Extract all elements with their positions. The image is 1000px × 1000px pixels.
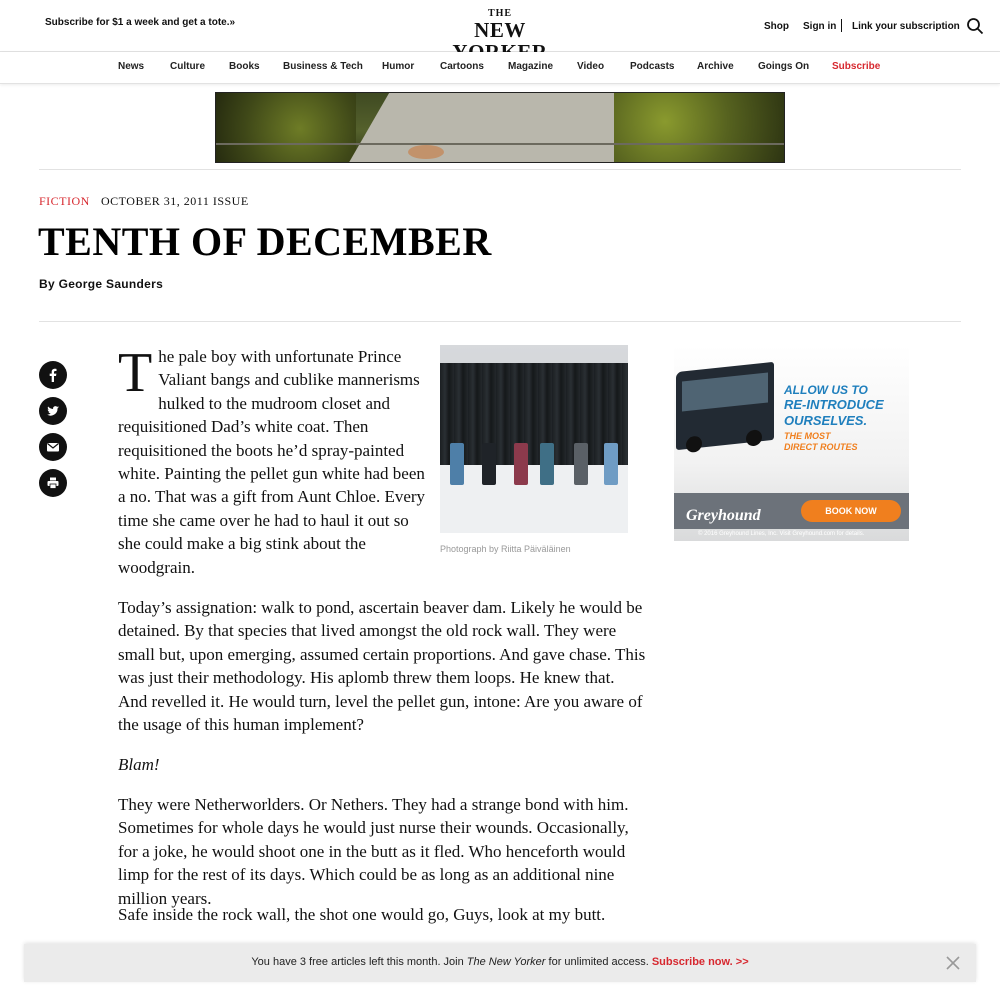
share-email-button[interactable] bbox=[39, 433, 67, 461]
bus-windshield bbox=[682, 372, 768, 411]
banner-foliage-left bbox=[216, 93, 356, 163]
ad-headline-3: OURSELVES. bbox=[784, 413, 868, 428]
email-icon bbox=[46, 440, 60, 454]
twitter-icon bbox=[46, 404, 60, 418]
photo-jeans bbox=[450, 443, 464, 485]
print-icon bbox=[46, 476, 60, 490]
paywall-magazine-name: The New Yorker bbox=[466, 956, 546, 968]
sidebar-ad-greyhound[interactable] bbox=[674, 345, 909, 541]
nav-item-cartoons[interactable]: Cartoons bbox=[440, 61, 484, 72]
subscribe-promo-link[interactable]: Subscribe for $1 a week and get a tote.» bbox=[45, 17, 236, 28]
banner-dog bbox=[408, 145, 444, 159]
close-icon[interactable] bbox=[946, 956, 960, 970]
ad-headline-1: ALLOW US TO bbox=[784, 383, 868, 397]
header-divider bbox=[841, 19, 842, 32]
shop-link[interactable]: Shop bbox=[764, 21, 789, 32]
nav-item-humor[interactable]: Humor bbox=[382, 61, 415, 72]
logo-name: NEW bbox=[474, 18, 526, 42]
article-paragraph bbox=[118, 342, 428, 579]
ad-legal-text: © 2016 Greyhound Lines, Inc. Visit Greyhound.com for details. bbox=[698, 531, 865, 537]
book-now-button[interactable]: BOOK NOW bbox=[801, 500, 901, 522]
photo-jeans bbox=[514, 443, 528, 485]
logo-the: THE bbox=[487, 8, 513, 19]
bus-wheel bbox=[686, 435, 702, 453]
banner-ad[interactable] bbox=[215, 92, 785, 163]
photo-forest bbox=[440, 363, 628, 473]
photo-jeans bbox=[574, 443, 588, 485]
divider bbox=[39, 169, 961, 170]
obscured-text bbox=[300, 982, 600, 1000]
article-title: TENTH OF DECEMBER bbox=[38, 219, 492, 264]
nav-item-subscribe[interactable]: Subscribe bbox=[832, 61, 881, 72]
main-nav bbox=[0, 52, 1000, 84]
nav-item-culture[interactable]: Culture bbox=[170, 61, 205, 72]
paywall-prefix: You have 3 free articles left this month. Join bbox=[251, 956, 467, 968]
banner-railing bbox=[216, 143, 785, 145]
photo-snow bbox=[440, 465, 628, 533]
issue-link[interactable]: OCTOBER 31, 2011 ISSUE bbox=[101, 194, 249, 208]
bus-wheel bbox=[746, 429, 762, 447]
share-twitter-button[interactable] bbox=[39, 397, 67, 425]
paywall-suffix: for unlimited access. bbox=[545, 956, 652, 968]
site-header bbox=[0, 0, 1000, 52]
nav-item-news[interactable]: News bbox=[118, 61, 145, 72]
ad-subline-1: THE MOST bbox=[784, 431, 831, 441]
byline[interactable]: By George Saunders bbox=[39, 277, 164, 291]
ad-subline-2: DIRECT ROUTES bbox=[784, 442, 858, 452]
bus-image bbox=[676, 362, 774, 450]
article-paragraph: Today’s assignation: walk to pond, ascertain beaver dam. Likely he would be detained. By that species that lived amongst the old rock wall. They were small but, upon emerging, assumed certain proportions. And gave chase. This was just their methodology. His aplomb threw them loops. He knew that. And revelled it. He would turn, level the pellet gun, intone: Are you aware of the usage of this human implement? bbox=[118, 598, 646, 735]
nav-item-magazine[interactable]: Magazine bbox=[508, 61, 554, 72]
article-paragraph: Blam! bbox=[118, 755, 160, 774]
paywall-message bbox=[24, 956, 976, 968]
article-paragraph: They were Netherworlders. Or Nethers. They had a strange bond with him. Sometimes for whole days he would just nurse their wounds. Occasionally, for a joke, he would shoot one in the butt as it fled. Who henceforth would limp for the rest of its days. Which could be as long as an additional nine million years. bbox=[118, 795, 629, 908]
paywall-bar bbox=[24, 944, 976, 982]
article-paragraph: Safe inside the rock wall, the shot one would go, Guys, look at my butt. bbox=[118, 905, 606, 924]
photo-jeans bbox=[540, 443, 554, 485]
search-icon[interactable] bbox=[966, 17, 984, 35]
drop-cap: T bbox=[118, 342, 153, 404]
nav-item-video[interactable]: Video bbox=[577, 61, 605, 72]
divider bbox=[39, 321, 961, 322]
facebook-icon bbox=[46, 368, 60, 382]
banner-foliage-right bbox=[614, 93, 784, 163]
link-subscription-link[interactable]: Link your subscription bbox=[852, 21, 960, 32]
print-button[interactable] bbox=[39, 469, 67, 497]
ad-headline-2: RE-INTRODUCE bbox=[784, 397, 884, 412]
nav-item-podcasts[interactable]: Podcasts bbox=[630, 61, 675, 72]
share-facebook-button[interactable] bbox=[39, 361, 67, 389]
photo-jeans bbox=[604, 443, 618, 485]
nav-item-books[interactable]: Books bbox=[229, 61, 260, 72]
paragraph-text: he pale boy with unfortunate Prince Valiant bangs and cublike mannerisms hulked to the mudroom closet and requisitioned Dad’s white coat. Then requisitioned the boots he’d spray-painted white. Painting the pellet gun white had been a no. That was a gift from Aunt Chloe. Every time she came over he had to haul it out so she could make a big stink about the woodgrain. bbox=[118, 347, 426, 577]
nav-item-business-tech[interactable]: Business & Tech bbox=[283, 61, 363, 72]
photo-jeans bbox=[482, 443, 496, 485]
ad-brand-logo: Greyhound bbox=[686, 507, 761, 524]
article-photo[interactable] bbox=[440, 345, 628, 533]
sign-in-link[interactable]: Sign in bbox=[803, 21, 837, 32]
subscribe-now-link[interactable]: Subscribe now. >> bbox=[651, 956, 749, 968]
photo-caption: Photograph by Riitta Päiväläinen bbox=[440, 544, 571, 554]
nav-item-archive[interactable]: Archive bbox=[697, 61, 734, 72]
rubric-link[interactable]: FICTION bbox=[39, 194, 90, 208]
nav-item-goings-on[interactable]: Goings On bbox=[758, 61, 810, 72]
